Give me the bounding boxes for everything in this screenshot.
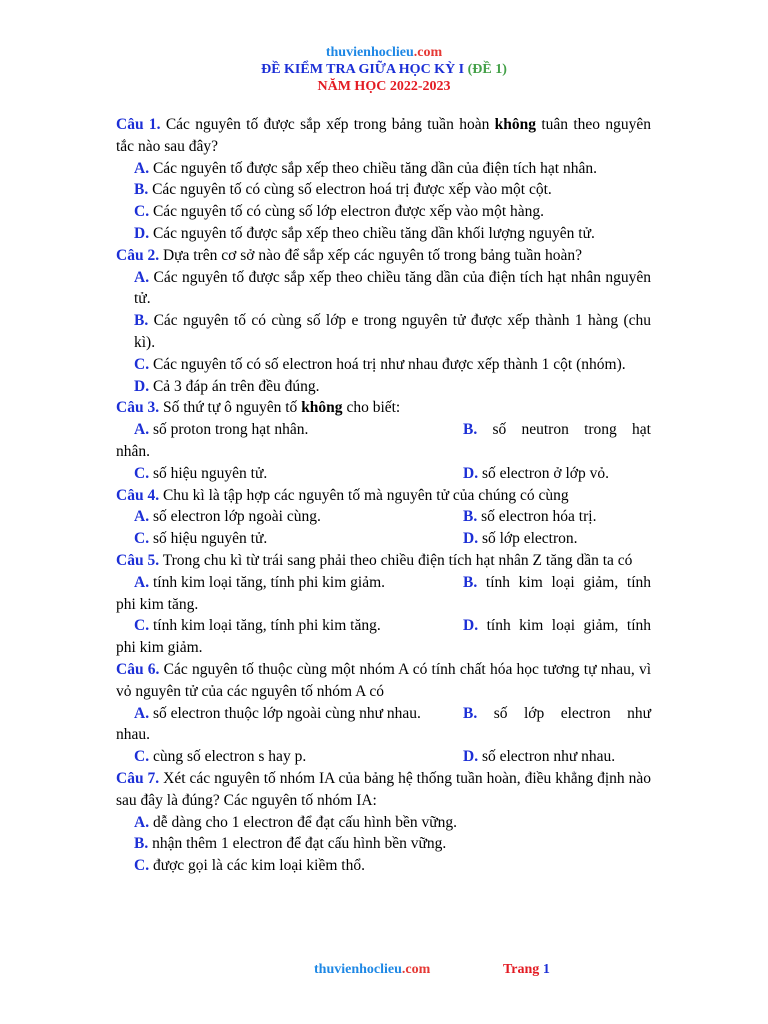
q7-option-a[interactable]: A. dễ dàng cho 1 electron để đạt cấu hình bền vững. bbox=[134, 813, 458, 831]
school-year: NĂM HỌC 2022-2023 bbox=[317, 79, 451, 94]
q5-options-row-1 bbox=[116, 572, 651, 616]
question-2: Câu 2. Dựa trên cơ sở nào để sắp xếp các nguyên tố trong bảng tuần hoàn? bbox=[116, 246, 582, 264]
exam-title: ĐỀ KIỂM TRA GIỮA HỌC KỲ I (ĐỀ 1) bbox=[261, 62, 507, 77]
q2-option-b[interactable]: B. Các nguyên tố có cùng số lớp e trong nguyên tử được xếp thành 1 hàng (chu kì). bbox=[134, 312, 651, 351]
q6-option-b[interactable]: B. số lớp electron như bbox=[463, 704, 651, 722]
question-5: Câu 5. Trong chu kì từ trái sang phải theo chiều điện tích hạt nhân Z tăng dần ta có bbox=[116, 551, 633, 569]
question-1: Câu 1. Các nguyên tố được sắp xếp trong bảng tuần hoàn không tuân theo nguyên tắc nào sau đây? bbox=[116, 116, 651, 155]
q5-option-d-continued: phi kim giảm. bbox=[116, 639, 203, 657]
q5-options-row-2 bbox=[116, 615, 651, 659]
q4-option-a[interactable]: A. số electron lớp ngoài cùng. bbox=[134, 508, 321, 526]
q3-option-b-continued: nhân. bbox=[116, 442, 151, 460]
q1-option-b[interactable]: B. Các nguyên tố có cùng số electron hoá trị được xếp vào một cột. bbox=[134, 181, 552, 199]
q1-option-d[interactable]: D. Các nguyên tố được sắp xếp theo chiều tăng dần khối lượng nguyên tử. bbox=[134, 224, 595, 242]
q6-options-row-2 bbox=[116, 746, 651, 768]
question-3: Câu 3. Số thứ tự ô nguyên tố không cho biết: bbox=[116, 399, 401, 417]
q6-option-d[interactable]: D. số electron như nhau. bbox=[463, 748, 616, 766]
q2-option-c[interactable]: C. Các nguyên tố có số electron hoá trị như nhau được xếp thành 1 cột (nhóm). bbox=[134, 355, 626, 373]
q4-options-row-2 bbox=[116, 528, 651, 550]
question-6: Câu 6. Các nguyên tố thuộc cùng một nhóm A có tính chất hóa học tương tự nhau, vì vỏ nguyên tử của các nguyên tố nhóm A có bbox=[116, 660, 651, 700]
q2-option-a[interactable]: A. Các nguyên tố được sắp xếp theo chiều tăng dần của điện tích hạt nhân nguyên tử. bbox=[134, 268, 651, 308]
question-4: Câu 4. Chu kì là tập hợp các nguyên tố mà nguyên tử của chúng có cùng bbox=[116, 486, 569, 504]
site-name[interactable]: thuvienhoclieu.com bbox=[325, 45, 443, 60]
q6-option-a[interactable]: A. số electron thuộc lớp ngoài cùng như nhau. bbox=[134, 704, 421, 722]
q5-option-b[interactable]: B. tính kim loại giảm, tính bbox=[463, 573, 652, 591]
document-header bbox=[0, 44, 768, 95]
q3-options-row-2 bbox=[116, 463, 651, 485]
q4-option-d[interactable]: D. số lớp electron. bbox=[463, 530, 578, 548]
q5-option-b-continued: phi kim tăng. bbox=[116, 595, 199, 613]
q3-options-row-1 bbox=[116, 419, 651, 463]
page-number: Trang 1 bbox=[503, 962, 550, 977]
q4-option-b[interactable]: B. số electron hóa trị. bbox=[463, 508, 597, 526]
q2-option-d[interactable]: D. Cả 3 đáp án trên đều đúng. bbox=[134, 377, 320, 395]
q3-option-b[interactable]: B. số neutron trong hạt bbox=[463, 421, 651, 439]
q5-option-c[interactable]: C. tính kim loại tăng, tính phi kim tăng. bbox=[134, 617, 381, 635]
q3-option-d[interactable]: D. số electron ở lớp vỏ. bbox=[463, 464, 609, 482]
q7-option-b[interactable]: B. nhận thêm 1 electron để đạt cấu hình bền vững. bbox=[134, 835, 447, 853]
q1-option-c[interactable]: C. Các nguyên tố có cùng số lớp electron được xếp vào một hàng. bbox=[134, 203, 545, 221]
footer-site-link[interactable]: thuvienhoclieu.com bbox=[314, 962, 431, 977]
q4-options-row-1 bbox=[116, 506, 651, 528]
question-7: Câu 7. Xét các nguyên tố nhóm IA của bảng hệ thống tuần hoàn, điều khẳng định nào sau đây là đúng? Các nguyên tố nhóm IA: bbox=[116, 769, 652, 809]
q1-option-a[interactable]: A. Các nguyên tố được sắp xếp theo chiều tăng dần của điện tích hạt nhân. bbox=[134, 159, 597, 177]
q5-option-a[interactable]: A. tính kim loại tăng, tính phi kim giảm. bbox=[134, 573, 386, 591]
q6-option-b-continued: nhau. bbox=[116, 726, 151, 744]
q3-option-a[interactable]: A. số proton trong hạt nhân. bbox=[134, 421, 309, 439]
q5-option-d[interactable]: D. tính kim loại giảm, tính bbox=[463, 617, 652, 635]
q6-options-row-1 bbox=[116, 703, 651, 747]
exam-content bbox=[116, 114, 651, 877]
q3-option-c[interactable]: C. số hiệu nguyên tử. bbox=[134, 464, 268, 482]
q4-option-c[interactable]: C. số hiệu nguyên tử. bbox=[134, 530, 268, 548]
q6-option-c[interactable]: C. cùng số electron s hay p. bbox=[134, 748, 307, 766]
q7-option-c[interactable]: C. được gọi là các kim loại kiềm thổ. bbox=[134, 857, 365, 875]
